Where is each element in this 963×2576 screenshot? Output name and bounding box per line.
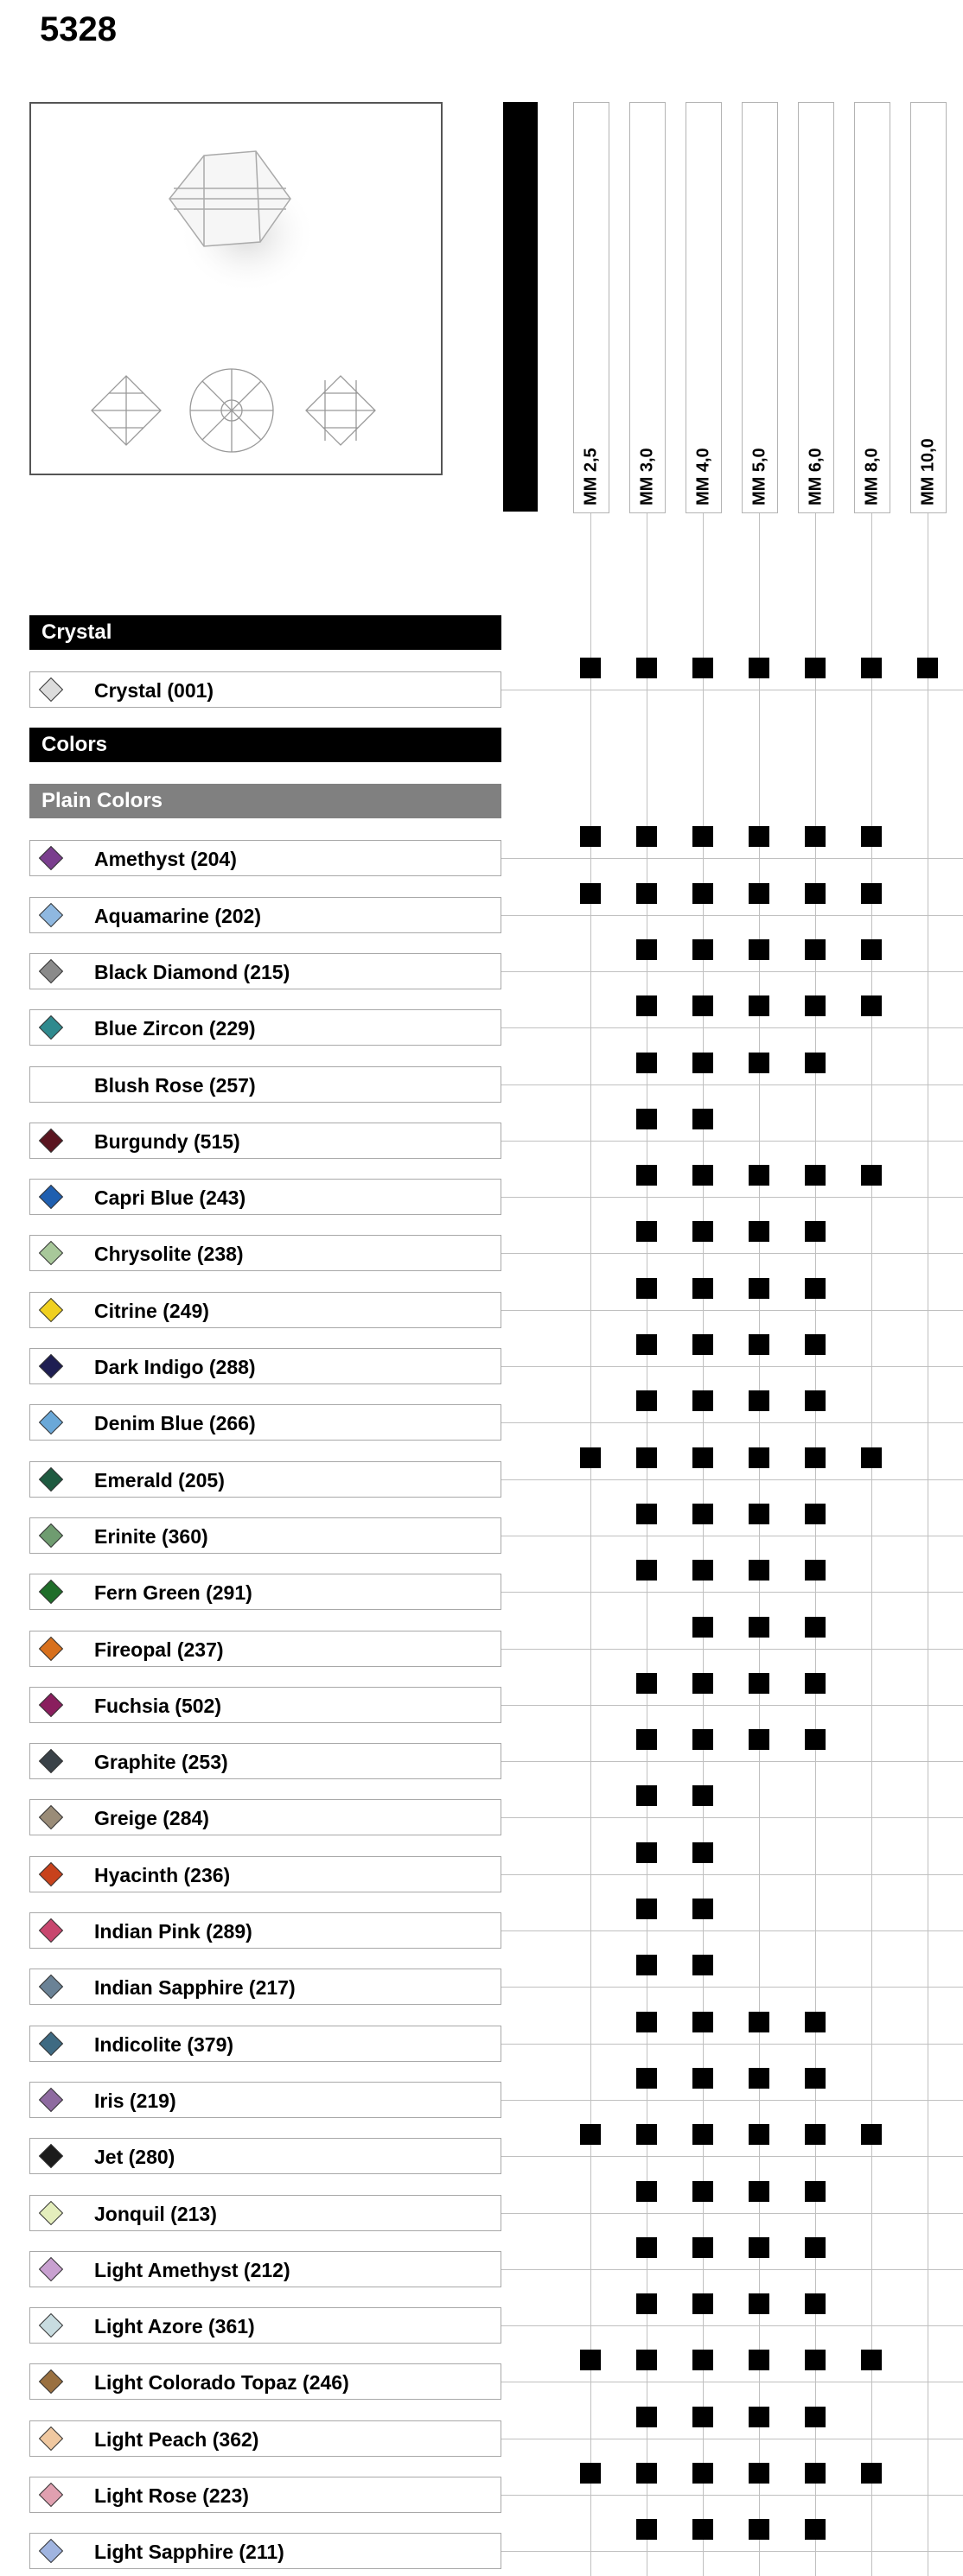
availability-mark bbox=[692, 1560, 713, 1581]
row-guide-line bbox=[501, 2156, 963, 2157]
availability-mark bbox=[692, 2068, 713, 2089]
availability-mark bbox=[692, 658, 713, 678]
color-name: Capri Blue (243) bbox=[94, 1186, 246, 1210]
color-name: Iris (219) bbox=[94, 2089, 176, 2112]
availability-mark bbox=[636, 2237, 657, 2258]
availability-mark bbox=[805, 2012, 826, 2032]
color-row bbox=[29, 1123, 501, 1159]
availability-mark bbox=[861, 2463, 882, 2484]
availability-mark bbox=[749, 2068, 769, 2089]
color-name: Light Sapphire (211) bbox=[94, 2541, 284, 2564]
color-swatch-icon bbox=[39, 2369, 63, 2394]
availability-mark bbox=[580, 2124, 601, 2145]
color-swatch-icon bbox=[39, 1298, 63, 1322]
product-number-title: 5328 bbox=[40, 10, 117, 48]
color-row bbox=[29, 1348, 501, 1384]
color-swatch-icon bbox=[39, 1185, 63, 1209]
color-swatch-icon bbox=[39, 2483, 63, 2507]
availability-mark bbox=[692, 995, 713, 1016]
availability-mark bbox=[580, 2463, 601, 2484]
availability-mark bbox=[861, 1165, 882, 1186]
color-row bbox=[29, 2477, 501, 2513]
color-swatch-icon bbox=[39, 2144, 63, 2168]
availability-mark bbox=[636, 1165, 657, 1186]
color-row bbox=[29, 1179, 501, 1215]
availability-mark bbox=[636, 826, 657, 847]
color-row bbox=[29, 2026, 501, 2062]
availability-mark bbox=[805, 995, 826, 1016]
color-name: Aquamarine (202) bbox=[94, 904, 262, 927]
availability-mark bbox=[692, 1109, 713, 1129]
availability-mark bbox=[636, 1955, 657, 1975]
availability-mark bbox=[749, 1504, 769, 1524]
size-label: MM 2,5 bbox=[581, 448, 601, 506]
color-row bbox=[29, 1856, 501, 1892]
availability-mark bbox=[805, 2068, 826, 2089]
availability-mark bbox=[805, 1560, 826, 1581]
color-row bbox=[29, 1404, 501, 1441]
color-row bbox=[29, 1687, 501, 1723]
availability-mark bbox=[861, 826, 882, 847]
row-guide-line bbox=[501, 2495, 963, 2496]
color-name: Hyacinth (236) bbox=[94, 1863, 231, 1886]
color-row bbox=[29, 2363, 501, 2400]
color-row bbox=[29, 1912, 501, 1949]
color-swatch-icon bbox=[39, 1241, 63, 1265]
availability-mark bbox=[749, 658, 769, 678]
availability-mark bbox=[636, 2407, 657, 2427]
availability-mark bbox=[692, 2463, 713, 2484]
availability-mark bbox=[749, 2237, 769, 2258]
color-row bbox=[29, 1631, 501, 1667]
color-name: Jet (280) bbox=[94, 2146, 175, 2169]
row-guide-line bbox=[501, 1253, 963, 1254]
color-row bbox=[29, 1799, 501, 1835]
size-column-header-box bbox=[573, 102, 609, 513]
row-guide-line bbox=[501, 2213, 963, 2214]
availability-mark bbox=[805, 1334, 826, 1355]
availability-mark bbox=[636, 1729, 657, 1750]
availability-mark bbox=[749, 2293, 769, 2314]
availability-mark bbox=[805, 939, 826, 960]
color-name: Light Amethyst (212) bbox=[94, 2258, 290, 2281]
availability-mark bbox=[805, 1673, 826, 1694]
color-name: Indian Sapphire (217) bbox=[94, 1976, 296, 2000]
availability-mark bbox=[692, 1729, 713, 1750]
size-label: MM 3,0 bbox=[637, 448, 657, 506]
size-column-header-box bbox=[910, 102, 947, 513]
availability-mark bbox=[636, 1842, 657, 1863]
color-row bbox=[29, 2195, 501, 2231]
availability-mark bbox=[692, 2012, 713, 2032]
section-header: Crystal bbox=[29, 615, 501, 650]
availability-mark bbox=[692, 1842, 713, 1863]
availability-mark bbox=[692, 1053, 713, 1073]
availability-mark bbox=[692, 883, 713, 904]
row-guide-line bbox=[501, 1705, 963, 1706]
color-swatch-icon bbox=[39, 2031, 63, 2055]
color-name: Blue Zircon (229) bbox=[94, 1017, 256, 1040]
availability-mark bbox=[805, 1390, 826, 1411]
availability-mark bbox=[805, 2463, 826, 2484]
size-column-header-box bbox=[686, 102, 722, 513]
availability-mark bbox=[636, 1334, 657, 1355]
availability-mark bbox=[692, 1447, 713, 1468]
color-name: Emerald (205) bbox=[94, 1468, 225, 1492]
section-header: Plain Colors bbox=[29, 784, 501, 818]
availability-mark bbox=[749, 883, 769, 904]
row-guide-line bbox=[501, 1987, 963, 1988]
color-row bbox=[29, 2138, 501, 2174]
color-row bbox=[29, 671, 501, 708]
availability-mark bbox=[580, 1447, 601, 1468]
color-name: Indian Pink (289) bbox=[94, 1920, 252, 1943]
availability-mark bbox=[805, 1447, 826, 1468]
color-swatch-icon bbox=[39, 677, 63, 702]
availability-mark bbox=[636, 2463, 657, 2484]
availability-mark bbox=[692, 2237, 713, 2258]
availability-mark bbox=[749, 2012, 769, 2032]
availability-mark bbox=[805, 1729, 826, 1750]
availability-mark bbox=[805, 1221, 826, 1242]
color-name: Citrine (249) bbox=[94, 1299, 209, 1322]
availability-mark bbox=[636, 995, 657, 1016]
color-row bbox=[29, 840, 501, 876]
row-guide-line bbox=[501, 1141, 963, 1142]
size-column-header bbox=[478, 102, 538, 512]
availability-mark bbox=[636, 2181, 657, 2202]
availability-mark bbox=[580, 658, 601, 678]
availability-mark bbox=[861, 883, 882, 904]
availability-mark bbox=[636, 2293, 657, 2314]
color-name: Indicolite (379) bbox=[94, 2032, 234, 2056]
color-name: Crystal (001) bbox=[94, 679, 214, 702]
color-swatch-icon bbox=[39, 959, 63, 983]
product-image bbox=[29, 102, 443, 475]
availability-mark bbox=[636, 1053, 657, 1073]
availability-mark bbox=[749, 1278, 769, 1299]
availability-mark bbox=[749, 1447, 769, 1468]
availability-mark bbox=[917, 658, 938, 678]
color-swatch-icon bbox=[39, 1015, 63, 1040]
availability-mark bbox=[805, 2519, 826, 2540]
bicone-bead-illustration bbox=[31, 104, 441, 474]
availability-mark bbox=[805, 2407, 826, 2427]
color-swatch-icon bbox=[39, 2088, 63, 2112]
color-swatch-icon bbox=[39, 1354, 63, 1378]
availability-mark bbox=[636, 2519, 657, 2540]
color-swatch-icon bbox=[39, 2313, 63, 2337]
availability-mark bbox=[636, 1278, 657, 1299]
color-swatch-icon bbox=[39, 1862, 63, 1886]
availability-mark bbox=[805, 883, 826, 904]
row-guide-line bbox=[501, 1479, 963, 1480]
color-name: Light Rose (223) bbox=[94, 2484, 249, 2507]
availability-mark bbox=[749, 1053, 769, 1073]
availability-mark bbox=[749, 1221, 769, 1242]
row-guide-line bbox=[501, 2325, 963, 2326]
color-swatch-icon bbox=[39, 2257, 63, 2281]
availability-mark bbox=[636, 939, 657, 960]
availability-mark bbox=[805, 2124, 826, 2145]
color-name: Graphite (253) bbox=[94, 1751, 228, 1774]
availability-mark bbox=[636, 2068, 657, 2089]
availability-mark bbox=[692, 1617, 713, 1638]
availability-mark bbox=[749, 1334, 769, 1355]
availability-mark bbox=[692, 1221, 713, 1242]
color-name: Fireopal (237) bbox=[94, 1638, 224, 1661]
color-swatch-icon bbox=[39, 2539, 63, 2563]
availability-mark bbox=[692, 826, 713, 847]
row-guide-line bbox=[501, 2044, 963, 2045]
availability-mark bbox=[636, 883, 657, 904]
size-label: MM 6,0 bbox=[806, 448, 826, 506]
availability-mark bbox=[692, 1955, 713, 1975]
color-row bbox=[29, 1461, 501, 1498]
row-guide-line bbox=[501, 971, 963, 972]
row-guide-line bbox=[501, 1817, 963, 1818]
color-name: Blush Rose (257) bbox=[94, 1073, 256, 1097]
availability-mark bbox=[692, 2407, 713, 2427]
availability-mark bbox=[636, 2350, 657, 2370]
availability-mark bbox=[749, 826, 769, 847]
availability-mark bbox=[692, 1278, 713, 1299]
row-guide-line bbox=[501, 1027, 963, 1028]
availability-mark bbox=[805, 1617, 826, 1638]
availability-mark bbox=[692, 2181, 713, 2202]
availability-mark bbox=[692, 1504, 713, 1524]
availability-mark bbox=[580, 883, 601, 904]
color-row bbox=[29, 1517, 501, 1554]
availability-mark bbox=[692, 1785, 713, 1806]
color-name: Burgundy (515) bbox=[94, 1129, 240, 1153]
availability-mark bbox=[749, 2350, 769, 2370]
color-row bbox=[29, 897, 501, 933]
availability-mark bbox=[749, 2463, 769, 2484]
size-header-label: 尺寸 bbox=[478, 420, 502, 462]
availability-mark bbox=[692, 939, 713, 960]
color-name: Chrysolite (238) bbox=[94, 1243, 244, 1266]
availability-mark bbox=[749, 1165, 769, 1186]
color-row bbox=[29, 1009, 501, 1046]
availability-mark bbox=[805, 1504, 826, 1524]
availability-mark bbox=[749, 1617, 769, 1638]
color-name: Jonquil (213) bbox=[94, 2202, 217, 2225]
availability-mark bbox=[805, 2237, 826, 2258]
color-swatch-icon bbox=[39, 1410, 63, 1434]
color-row bbox=[29, 1969, 501, 2005]
availability-mark bbox=[805, 1165, 826, 1186]
row-guide-line bbox=[501, 1930, 963, 1931]
size-label: MM 10,0 bbox=[918, 438, 938, 506]
color-row bbox=[29, 2251, 501, 2287]
color-row bbox=[29, 2307, 501, 2344]
availability-mark bbox=[749, 1390, 769, 1411]
color-row bbox=[29, 2420, 501, 2457]
availability-mark bbox=[692, 1165, 713, 1186]
availability-mark bbox=[692, 2293, 713, 2314]
size-label: MM 4,0 bbox=[693, 448, 713, 506]
size-label: MM 5,0 bbox=[749, 448, 769, 506]
size-column-header-box bbox=[629, 102, 666, 513]
color-swatch-icon bbox=[39, 1129, 63, 1153]
size-column-header-box bbox=[854, 102, 890, 513]
availability-mark bbox=[861, 995, 882, 1016]
color-name: Light Colorado Topaz (246) bbox=[94, 2371, 349, 2395]
availability-mark bbox=[749, 1673, 769, 1694]
color-name: Dark Indigo (288) bbox=[94, 1356, 256, 1378]
availability-mark bbox=[636, 1899, 657, 1919]
color-swatch-icon bbox=[39, 1693, 63, 1717]
color-row bbox=[29, 1235, 501, 1271]
availability-mark bbox=[692, 2124, 713, 2145]
size-label: MM 8,0 bbox=[862, 448, 882, 506]
color-name: Erinite (360) bbox=[94, 1524, 208, 1548]
availability-mark bbox=[636, 1560, 657, 1581]
availability-mark bbox=[636, 1447, 657, 1468]
availability-mark bbox=[749, 2407, 769, 2427]
availability-mark bbox=[749, 1729, 769, 1750]
color-swatch-icon bbox=[39, 1805, 63, 1829]
size-column-header-box bbox=[798, 102, 834, 513]
color-swatch-icon bbox=[39, 2427, 63, 2451]
row-guide-line bbox=[501, 1197, 963, 1198]
availability-mark bbox=[636, 2012, 657, 2032]
row-guide-line bbox=[501, 1874, 963, 1875]
availability-mark bbox=[861, 2350, 882, 2370]
row-guide-line bbox=[501, 1366, 963, 1367]
availability-mark bbox=[805, 2181, 826, 2202]
color-name: Greige (284) bbox=[94, 1807, 209, 1830]
color-swatch-icon bbox=[39, 1580, 63, 1604]
size-column-header-box bbox=[742, 102, 778, 513]
availability-mark bbox=[749, 2124, 769, 2145]
availability-mark bbox=[861, 658, 882, 678]
color-name: Fuchsia (502) bbox=[94, 1694, 221, 1717]
availability-mark bbox=[692, 1899, 713, 1919]
availability-mark bbox=[749, 995, 769, 1016]
row-guide-line bbox=[501, 2100, 963, 2101]
availability-mark bbox=[636, 1109, 657, 1129]
availability-mark bbox=[692, 1673, 713, 1694]
availability-mark bbox=[636, 658, 657, 678]
availability-mark bbox=[692, 2519, 713, 2540]
color-row bbox=[29, 1574, 501, 1610]
color-row bbox=[29, 953, 501, 989]
row-guide-line bbox=[501, 915, 963, 916]
availability-mark bbox=[805, 1278, 826, 1299]
color-row bbox=[29, 2533, 501, 2569]
availability-mark bbox=[749, 2181, 769, 2202]
row-guide-line bbox=[501, 2551, 963, 2552]
color-swatch-icon bbox=[39, 1975, 63, 1999]
color-name: Light Azore (361) bbox=[94, 2315, 255, 2338]
availability-mark bbox=[636, 2124, 657, 2145]
color-swatch-icon bbox=[39, 2200, 63, 2224]
availability-mark bbox=[636, 1390, 657, 1411]
availability-mark bbox=[805, 826, 826, 847]
color-row bbox=[29, 1292, 501, 1328]
row-guide-line bbox=[501, 1422, 963, 1423]
row-guide-line bbox=[501, 1649, 963, 1650]
row-guide-line bbox=[501, 1310, 963, 1311]
availability-mark bbox=[636, 1221, 657, 1242]
color-row bbox=[29, 1066, 501, 1103]
color-name: Denim Blue (266) bbox=[94, 1412, 256, 1435]
color-name: Light Peach (362) bbox=[94, 2427, 259, 2451]
availability-mark bbox=[692, 1390, 713, 1411]
availability-mark bbox=[861, 939, 882, 960]
availability-mark bbox=[749, 2519, 769, 2540]
availability-mark bbox=[636, 1504, 657, 1524]
row-guide-line bbox=[501, 858, 963, 859]
color-swatch-icon bbox=[39, 902, 63, 926]
color-row bbox=[29, 1743, 501, 1779]
availability-mark bbox=[749, 1560, 769, 1581]
row-guide-line bbox=[501, 1592, 963, 1593]
availability-mark bbox=[805, 658, 826, 678]
color-swatch-icon bbox=[39, 1523, 63, 1548]
color-swatch-icon bbox=[39, 1636, 63, 1660]
row-guide-line bbox=[501, 1761, 963, 1762]
color-swatch-icon bbox=[39, 1918, 63, 1943]
color-name: Fern Green (291) bbox=[94, 1581, 252, 1605]
availability-mark bbox=[692, 1334, 713, 1355]
availability-mark bbox=[580, 2350, 601, 2370]
row-guide-line bbox=[501, 2269, 963, 2270]
availability-mark bbox=[692, 2350, 713, 2370]
availability-mark bbox=[749, 939, 769, 960]
color-swatch-icon bbox=[39, 846, 63, 870]
availability-mark bbox=[636, 1673, 657, 1694]
availability-mark bbox=[805, 1053, 826, 1073]
section-header: Colors bbox=[29, 728, 501, 762]
availability-mark bbox=[805, 2293, 826, 2314]
color-row bbox=[29, 2082, 501, 2118]
availability-mark bbox=[580, 826, 601, 847]
availability-mark bbox=[636, 1785, 657, 1806]
availability-mark bbox=[861, 2124, 882, 2145]
availability-mark bbox=[805, 2350, 826, 2370]
color-name: Amethyst (204) bbox=[94, 848, 237, 871]
color-swatch-icon bbox=[39, 1749, 63, 1773]
row-guide-line bbox=[501, 1084, 963, 1085]
color-swatch-icon bbox=[39, 1466, 63, 1491]
color-name: Black Diamond (215) bbox=[94, 960, 290, 983]
availability-mark bbox=[861, 1447, 882, 1468]
